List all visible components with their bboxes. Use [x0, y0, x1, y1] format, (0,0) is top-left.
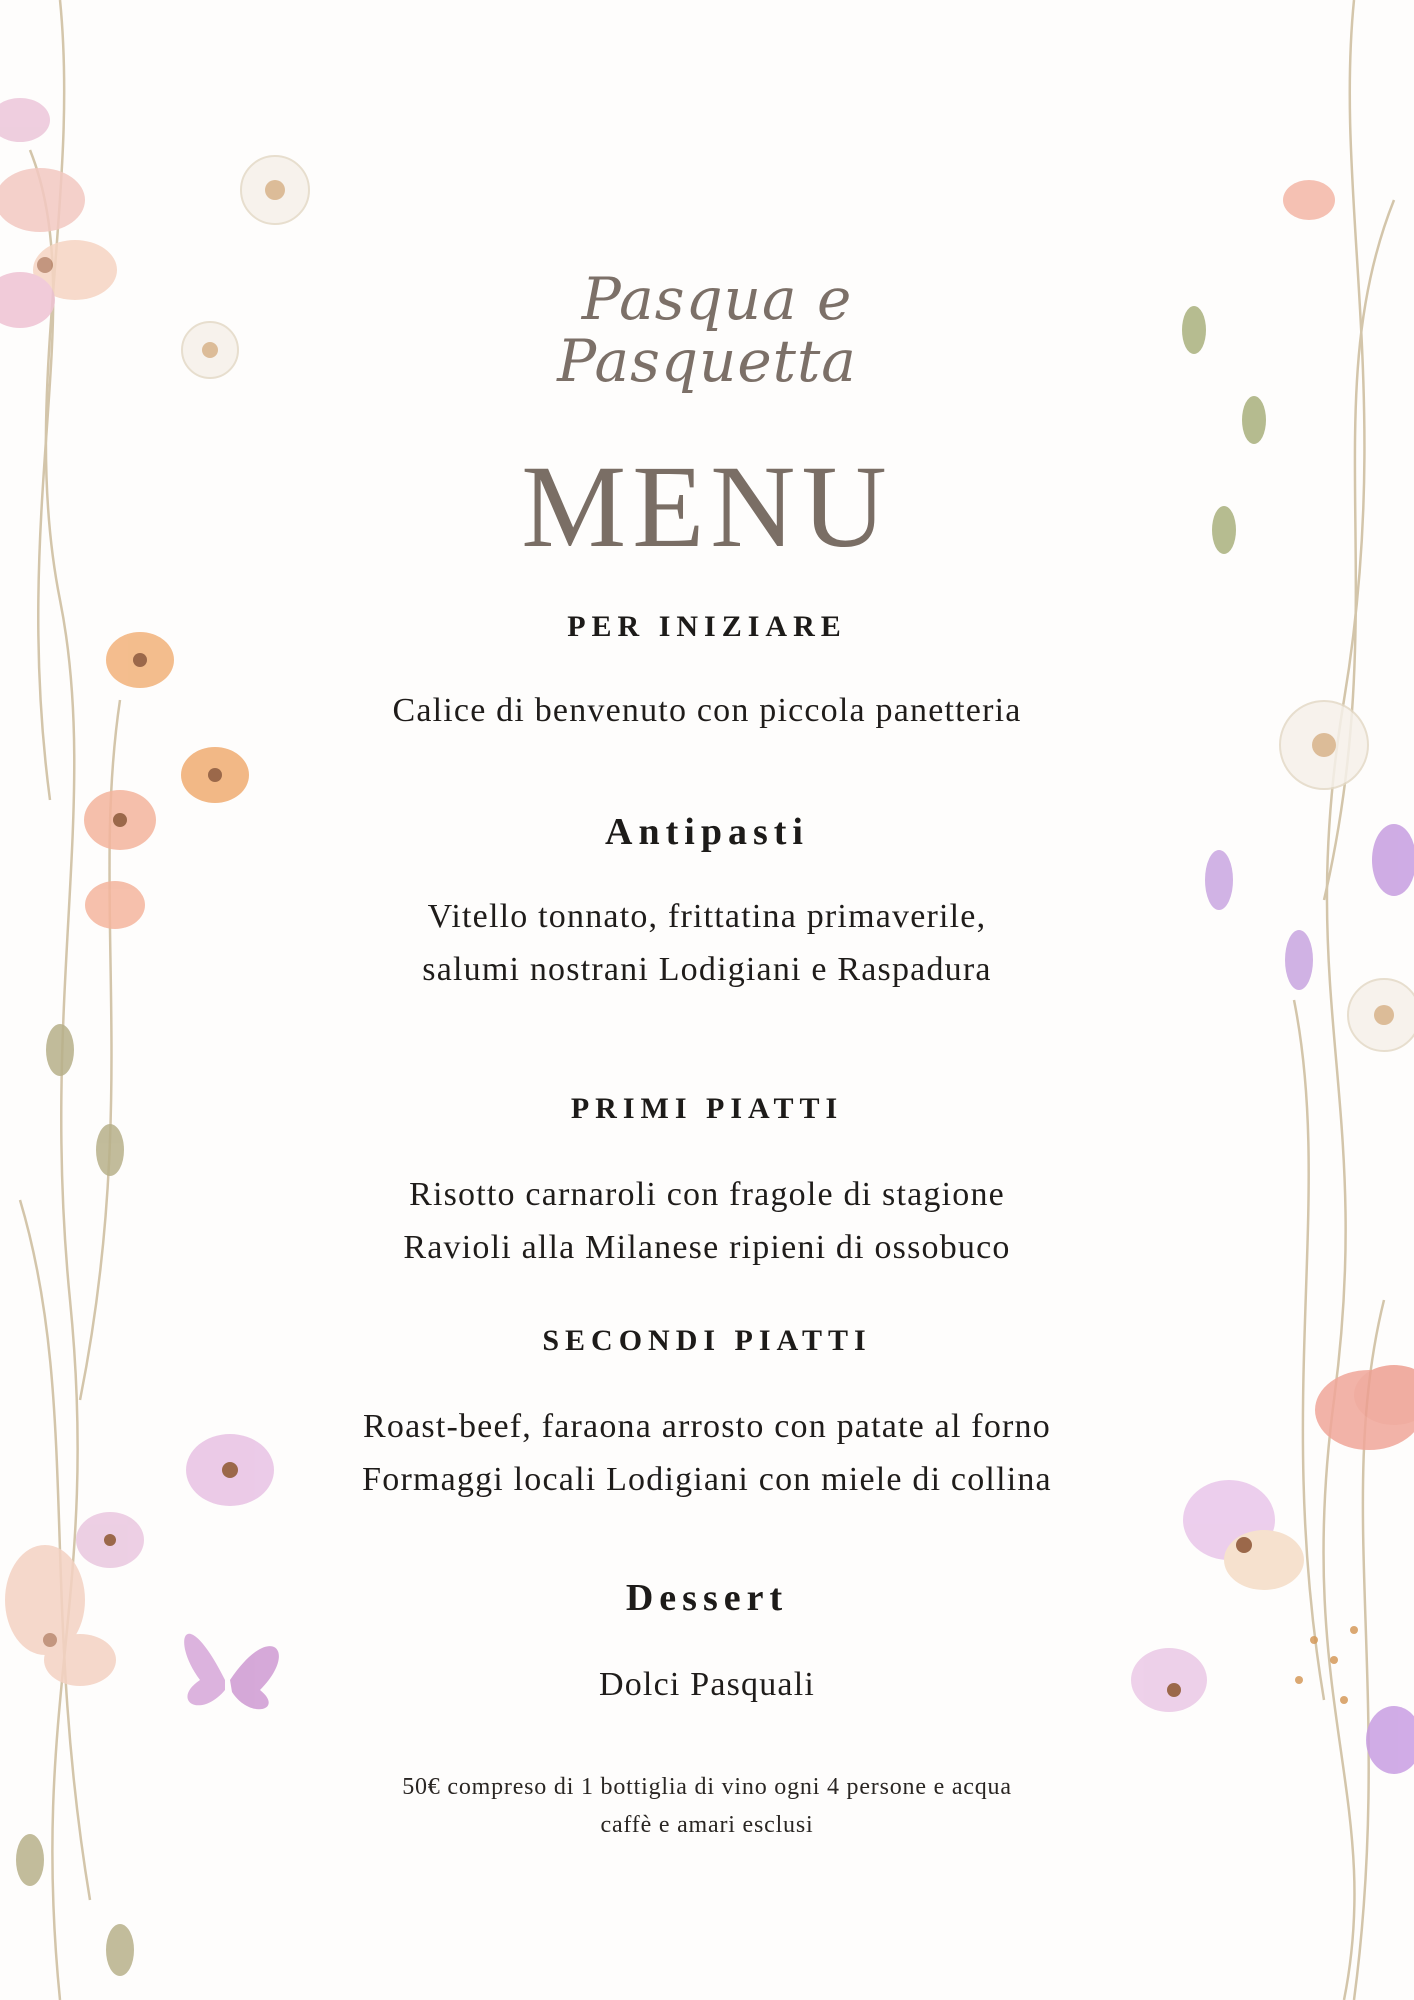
script-title-line2: Pasquetta [557, 327, 857, 395]
floral-border-left-icon [0, 0, 320, 2000]
dish-item: Vitello tonnato, frittatina primaverile, [427, 898, 987, 935]
price-note: 50€ compreso di 1 bottiglia di vino ogni 4 persone e acqua [402, 1774, 1012, 1800]
section-heading-secondi-piatti: SECONDI PIATTI [542, 1324, 872, 1357]
dish-item: Dolci Pasquali [598, 1666, 816, 1703]
dish-item: Calice di benvenuto con piccola panetteria [392, 692, 1022, 729]
dish-item: Formaggi locali Lodigiani con miele di collina [362, 1461, 1052, 1498]
page-title: MENU [521, 441, 893, 572]
section-heading-antipasti: Antipasti [605, 811, 809, 853]
section-heading-primi-piatti: PRIMI PIATTI [570, 1092, 844, 1125]
dish-item: Risotto carnaroli con fragole di stagione [409, 1176, 1005, 1213]
script-title [300, 265, 1114, 395]
exclusions-note: caffè e amari esclusi [600, 1812, 814, 1838]
dish-item: Roast-beef, faraona arrosto con patate al forno [363, 1408, 1051, 1445]
section-heading-dessert: Dessert [625, 1577, 789, 1619]
menu-content [300, 0, 1114, 2000]
dish-item: salumi nostrani Lodigiani e Raspadura [422, 951, 992, 988]
dish-item: Ravioli alla Milanese ripieni di ossobuco [403, 1229, 1011, 1266]
section-heading-per-iniziare: PER INIZIARE [567, 610, 847, 643]
script-title-line1: Pasqua e [581, 265, 853, 333]
butterfly-icon [184, 1634, 279, 1709]
floral-border-right-icon [1094, 0, 1414, 2000]
